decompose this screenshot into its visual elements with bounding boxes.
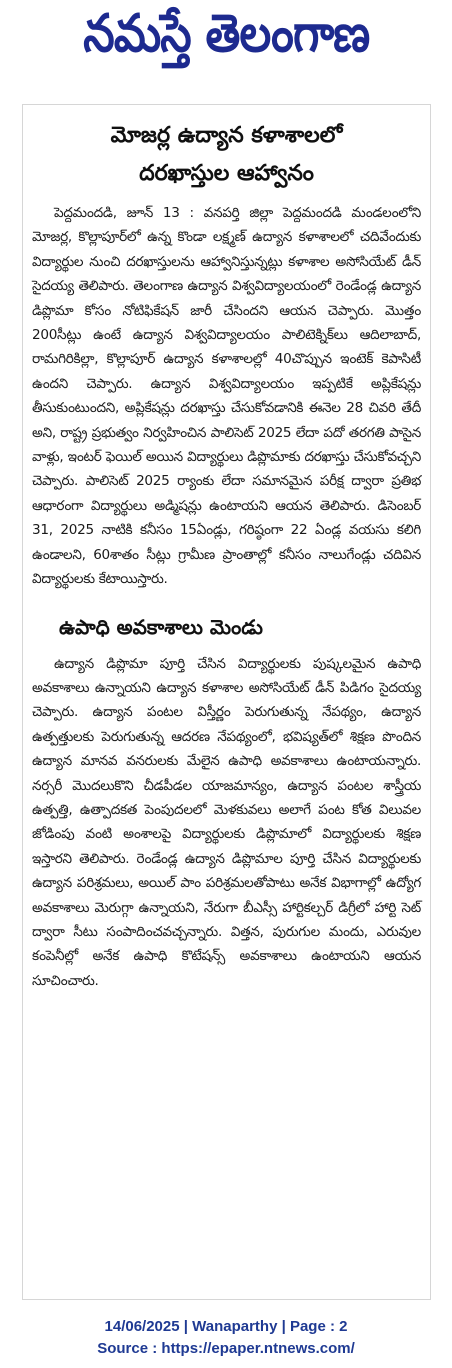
headline-line-1: మోజర్ల ఉద్యాన కళాశాలలో — [110, 123, 343, 148]
article-paragraph-1: పెద్దమందడి, జూన్ 13 : వనపర్తి జిల్లా పెద్దమందడి మండలంలోని మోజర్ల, కొల్లాపూర్‌లో ఉన్న కొండా లక్ష్మణ్ ఉద్యాన కళాశాలలో చదివేందుకు విద్యార్థుల నుంచి దరఖాస్తులను ఆహ్వానిస్తున్నట్లు కళాశాల అసోసియేట్ డీన్ సైదయ్య తెలిపారు. తెలంగాణ ఉద్యాన విశ్వవిద్యాలయంలో రెండేండ్ల ఉద్యాన డిప్లొమా కోసం నోటిఫికేషన్ జారీ చేసిందని ఆయన చెప్పారు. మొత్తం 200సీట్లు ఉంటే ఉద్యాన విశ్వవిద్యాలయం పాలిటెక్నిక్‌లు ఆదిలాబాద్, రామగిరికిల్లా, కొల్లాపూర్ ఉద్యాన కళాశాలల్లో 40చొప్పున ఇంటెక్ కెపాసిటీ ఉందని చెప్పారు. ఉద్యాన విశ్వవిద్యాలయం ఇప్పటికే అప్లికేషన్లు తీసుకుంటుందని, అప్లికేషన్లు దరఖాస్తు చేసుకోవడానికి ఈనెల 28 చివరి తేదీ అని, రాష్ట్ర ప్రభుత్వం నిర్వహించిన పాలిసెట్ 2025 లేదా పదో తరగతి పాసైన వాళ్లు, ఇంటర్ ఫెయిల్ అయిన విద్యార్థులు డిప్లొమాకు దరఖాస్తు చేసుకోవచ్చని చెప్పారు. పాలిసెట్ 2025 ర్యాంకు లేదా సమానమైన పరీక్ష ద్వారా ప్రతిభ ఆధారంగా విద్యార్థులు అడ్మిషన్లు ఉంటాయని ఆయన తెలిపారు. డిసెంబర్ 31, 2025 నాటికి కనీసం 15ఏండ్లు, గరిష్ఠంగా 22 ఏండ్ల వయసు కలిగి ఉండాలని, 60శాతం సీట్లు గ్రామీణ ప్రాంతాల్లో కనీసం నాలుగేండ్లు చదివిన విద్యార్థులకు కేటాయిస్తారు. — [32, 205, 421, 588]
article-headline — [23, 117, 430, 193]
article-subheading: ఉపాధి అవకాశాలు మెండు — [59, 614, 263, 639]
news-clipping — [22, 104, 431, 1300]
footer-date-edition-page: 14/06/2025 | Wanaparthy | Page : 2 — [104, 1318, 348, 1335]
headline-line-2: దరఖాస్తుల ఆహ్వానం — [139, 161, 314, 186]
footer-source: Source : https://epaper.ntnews.com/ — [97, 1340, 355, 1357]
article-paragraph-2: ఉద్యాన డిప్లొమా పూర్తి చేసిన విద్యార్థులకు పుష్కలమైన ఉపాధి అవకాశాలు ఉన్నాయని ఉద్యాన కళాశాల అసోసియేట్ డీన్ పిడిగం సైదయ్య చెప్పారు. ఉద్యాన పంటల విస్తీర్ణం పెరుగుతున్న నేపథ్యం, ఉద్యాన ఉత్పత్తులకు పెరుగుతున్న ఆదరణ నేపథ్యంలో, భవిష్యత్‌లో శిక్షణ పొందిన ఉద్యాన మానవ వనరులకు మేలైన ఉపాధి అవకాశాలు ఉంటాయన్నారు. నర్సరీ మొదలుకొని చీడపీడల యాజమాన్యం, ఉద్యాన పంటల శాస్త్రీయ ఉత్పత్తి, ఉత్పాదకత పెంపుదలలో మెళకువలు అలాగే పంట కోత విలువల జోడింపు వంటి అంశాలపై విద్యార్థులకు డిప్లొమాలో విద్యార్థులకు శిక్షణ ఇస్తారని తెలిపారు. రెండేండ్ల ఉద్యాన డిప్లొమాల పూర్తి చేసిన విద్యార్థులకు ఉద్యాన పరిశ్రమలు, అయిల్ పాం పరిశ్రమలతోపాటు అనేక విభాగాల్లో ఉద్యోగ అవకాశాలు మెరుగ్గా ఉన్నాయని, నేరుగా బీఎస్సీ హార్టికల్చర్ డిగ్రీలో హార్టి సెట్ ద్వారా సీటు సంపాదించవచ్చన్నారు. విత్తన, పురుగుల మందు, ఎరువుల కంపెనీల్లో అనేక ఉపాధి కొటేషన్స్ అవకాశాలు ఉంటాయని ఆయన సూచించారు. — [32, 655, 421, 989]
newspaper-title: నమస్తే తెలంగాణ — [82, 3, 370, 64]
masthead — [0, 0, 452, 80]
